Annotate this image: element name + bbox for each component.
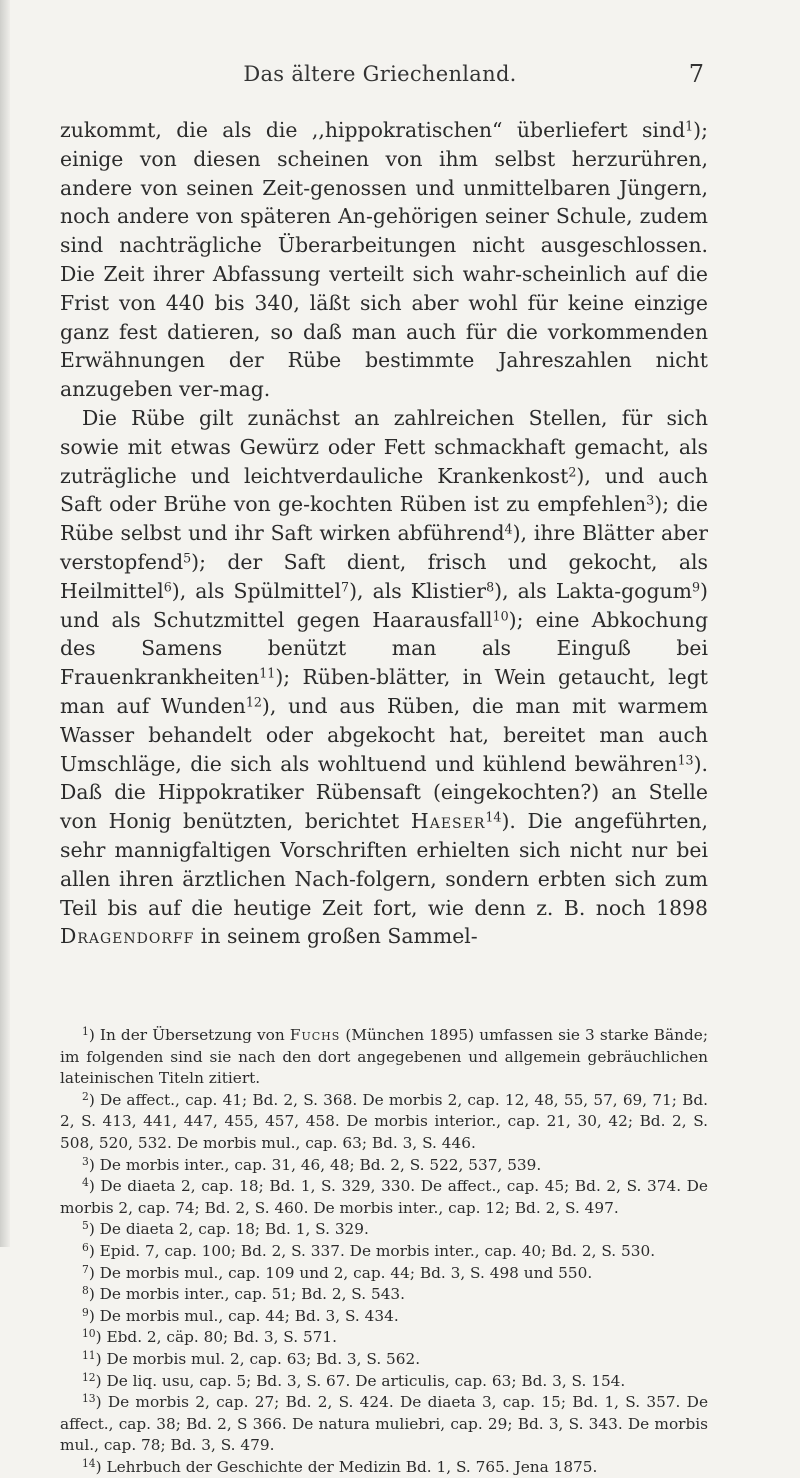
author-name: Dragendorff xyxy=(60,924,195,949)
text-run: Die Rübe gilt zunächst an zahlreichen Stellen, für sich sowie mit etwas Gewürz oder Fett schmackhaft gemacht, als zuträgliche und leichtverdauliche Krankenkost xyxy=(60,405,708,488)
page-binding-edge xyxy=(0,0,10,1247)
paragraph xyxy=(60,404,708,951)
footnote-reference: 8 xyxy=(486,579,495,595)
text-run: ). Die angeführten, sehr mannigfaltigen Vorschriften erhielten sich nicht nur bei allen ihren ärztlichen Nach-folgern, sondern erbten sich zum Teil bis auf die heutige Zeit fort, wie denn z. B. noch 1898 xyxy=(60,809,708,920)
text-run: ), als Klistier xyxy=(349,578,487,603)
footnote-reference: 14 xyxy=(485,809,502,825)
text-run: ), als Lakta-gogum xyxy=(494,578,692,603)
author-name: Fuchs xyxy=(289,1026,341,1044)
footnote-number: 14 xyxy=(82,1457,96,1471)
footnote-number: 13 xyxy=(82,1392,96,1406)
text-run: ) Ebd. 2, cäp. 80; Bd. 3, S. 571. xyxy=(95,1328,338,1347)
text-run: ) De diaeta 2, cap. 18; Bd. 1, S. 329, 330. De affect., cap. 45; Bd. 2, S. 374. De morbis 2, cap. 74; Bd. 2, S. 460. De morbis inter., cap. 12; Bd. 2, S. 497. xyxy=(60,1177,708,1217)
text-run: ) De morbis inter., cap. 51; Bd. 2, S. 543. xyxy=(88,1285,406,1304)
text-run: ) De morbis mul. 2, cap. 63; Bd. 3, S. 562. xyxy=(95,1349,421,1368)
author-name: Haeser xyxy=(410,809,486,834)
text-run: ) De morbis mul., cap. 44; Bd. 3, S. 434. xyxy=(88,1306,399,1325)
footnote xyxy=(60,1371,708,1393)
text-run: ) De morbis mul., cap. 109 und 2, cap. 44; Bd. 3, S. 498 und 550. xyxy=(88,1263,593,1282)
footnote-reference: 13 xyxy=(677,752,694,768)
text-run: ), und aus Rüben, die man mit warmem Wasser behandelt oder abgekocht hat, bereitet man auch Umschläge, die sich als wohltuend und kühlend bewähren xyxy=(60,693,708,776)
footnote-reference: 1 xyxy=(685,118,694,134)
footnote xyxy=(60,1241,708,1263)
running-title: Das ältere Griechenland. xyxy=(243,62,517,86)
footnote-number: 10 xyxy=(82,1327,96,1341)
footnote-number: 12 xyxy=(82,1370,96,1384)
text-run: ) De affect., cap. 41; Bd. 2, S. 368. De morbis 2, cap. 12, 48, 55, 57, 69, 71; Bd. 2, S. 413, 441, 447, 455, 457, 458. De morbis interior., cap. 21, 30, 42; Bd. 2, S. 508, 520, 532. De morbis mul., cap. 63; Bd. 3, S. 446. xyxy=(60,1090,708,1152)
text-run: ) De diaeta 2, cap. 18; Bd. 1, S. 329. xyxy=(88,1220,369,1239)
footnote xyxy=(60,1176,708,1219)
footnote-number: 4 xyxy=(82,1176,89,1190)
footnote-reference: 12 xyxy=(245,694,262,710)
footnote-number: 5 xyxy=(82,1219,89,1233)
footnote-number: 7 xyxy=(82,1262,89,1276)
footnote-number: 2 xyxy=(82,1089,89,1103)
footnote xyxy=(60,1306,708,1328)
footnote xyxy=(60,1155,708,1177)
footnote-number: 8 xyxy=(82,1284,89,1298)
body-text xyxy=(60,116,708,951)
text-run: ), ihre Blätter aber verstopfend xyxy=(60,521,708,574)
page-header xyxy=(60,60,704,96)
text-run: ); Rüben-blätter, in Wein getaucht, legt man auf Wunden xyxy=(60,665,708,718)
footnote xyxy=(60,1349,708,1371)
page-number: 7 xyxy=(688,60,704,88)
footnote xyxy=(60,1284,708,1306)
text-run: in seinem großen Sammel- xyxy=(194,924,478,949)
footnote xyxy=(60,1457,708,1478)
text-run: ). Daß die Hippokratiker Rübensaft (eingekochten?) an Stelle von Honig benützten, berichtet xyxy=(60,751,708,834)
footnote-number: 3 xyxy=(82,1154,89,1168)
footnotes xyxy=(60,1025,708,1478)
text-run: ); eine Abkochung des Samens benützt man als Einguß bei Frauenkrankheiten xyxy=(60,607,708,690)
footnote xyxy=(60,1090,708,1155)
text-run: ), als Spülmittel xyxy=(171,578,342,603)
footnote xyxy=(60,1327,708,1349)
text-run: zukommt, die als die ,,hippokratischen“ überliefert sind xyxy=(60,118,686,142)
footnote-number: 11 xyxy=(82,1349,96,1363)
footnote-number: 1 xyxy=(82,1025,89,1039)
text-run: ); einige von diesen scheinen von ihm selbst herzurühren, andere von seinen Zeit-genossen und unmittelbaren Jüngern, noch andere von späteren An-gehörigen seiner Schule, zudem sind nachträgliche Überarbeitungen nicht ausgeschlossen. Die Zeit ihrer Abfassung verteilt sich wahr-scheinlich auf die Frist von 440 bis 340, läßt sich aber wohl für keine einzige ganz fest datieren, so daß man auch für die vorkommenden Erwähnungen der Rübe bestimmte Jahreszahlen nicht anzugeben ver-mag. xyxy=(60,118,708,402)
footnote-reference: 2 xyxy=(568,464,577,480)
text-run: ); der Saft dient, frisch und gekocht, als Heilmittel xyxy=(60,549,708,603)
text-run: ); die Rübe selbst und ihr Saft wirken abführend xyxy=(60,492,708,546)
text-run: ) De morbis 2, cap. 27; Bd. 2, S. 424. De diaeta 3, cap. 15; Bd. 1, S. 357. De affect., cap. 38; Bd. 2, S 366. De natura muliebri, cap. 29; Bd. 3, S. 343. De morbis mul., cap. 78; Bd. 3, S. 479. xyxy=(60,1393,708,1455)
footnote-reference: 11 xyxy=(259,665,276,681)
footnote-reference: 3 xyxy=(646,493,655,509)
text-run: ) De liq. usu, cap. 5; Bd. 3, S. 67. De articulis, cap. 63; Bd. 3, S. 154. xyxy=(95,1371,626,1390)
text-run: ), und auch Saft oder Brühe von ge-kochten Rüben ist zu empfehlen xyxy=(60,463,708,517)
footnote xyxy=(60,1392,708,1457)
text-run: ) Lehrbuch der Geschichte der Medizin Bd. 1, S. 765. Jena 1875. xyxy=(95,1457,598,1476)
footnote-number: 6 xyxy=(82,1241,89,1255)
footnote-reference: 5 xyxy=(183,550,192,566)
footnote-reference: 10 xyxy=(492,608,509,624)
text-run: ) und als Schutzmittel gegen Haarausfall xyxy=(60,578,708,632)
text-run: ) Epid. 7, cap. 100; Bd. 2, S. 337. De morbis inter., cap. 40; Bd. 2, S. 530. xyxy=(88,1241,656,1260)
footnote xyxy=(60,1219,708,1241)
footnote-number: 9 xyxy=(82,1305,89,1319)
footnote xyxy=(60,1263,708,1285)
text-run: ) De morbis inter., cap. 31, 46, 48; Bd. 2, S. 522, 537, 539. xyxy=(88,1155,542,1174)
text-run: (München 1895) umfassen sie 3 starke Bände; im folgenden sind sie nach den dort angegebenen und allgemein gebräuchlichen lateinischen Titeln zitiert. xyxy=(60,1026,708,1088)
paragraph xyxy=(60,116,708,404)
footnote-reference: 9 xyxy=(691,579,701,595)
footnote-reference: 7 xyxy=(341,579,350,595)
footnote xyxy=(60,1025,708,1090)
footnote-reference: 4 xyxy=(504,521,513,537)
text-run: ) In der Übersetzung von xyxy=(88,1026,290,1044)
footnote-reference: 6 xyxy=(163,579,172,595)
